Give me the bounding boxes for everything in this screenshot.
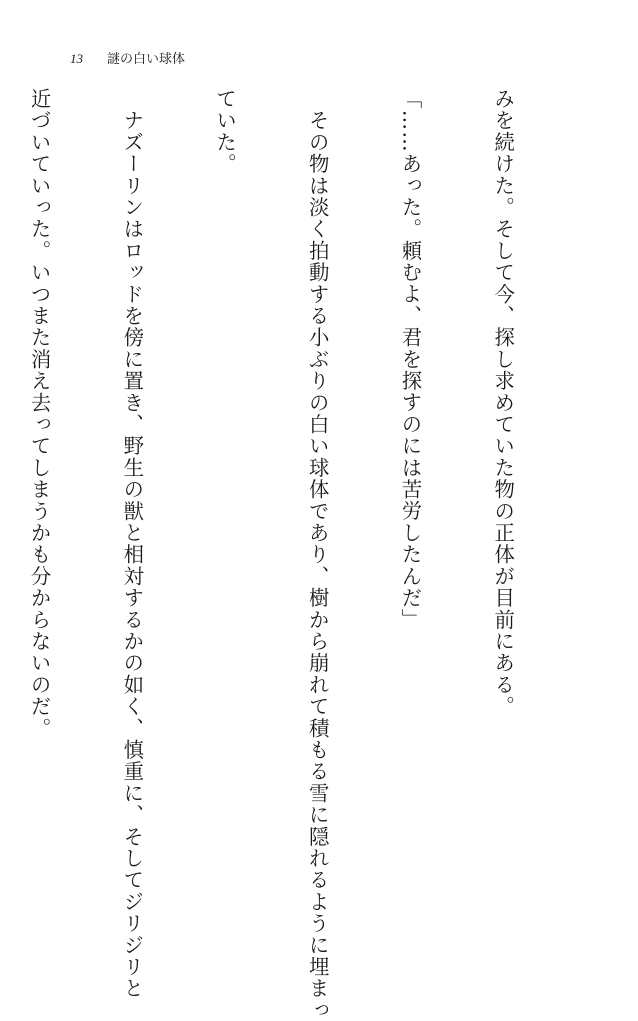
text-line: みを続けた。そして今、探し求めていた物の正体が目前にある。 [491, 88, 516, 718]
text-line: ナズーリンはロッドを傍に置き、野生の獣と相対するかの如く、慎重に、そしてジリジリと [120, 88, 145, 1000]
text-line: 「……あった。頼むよ、君を探すのには苦労したんだ」 [398, 88, 423, 631]
text-line: 近づいていった。いつまた消え去ってしまうかも分からないのだ。 [27, 88, 52, 739]
vertical-text-body [27, 88, 580, 1021]
page-number: 13 [70, 51, 83, 66]
text-line: ていた。 [213, 88, 238, 175]
running-header [70, 48, 185, 67]
text-line: その物は淡く拍動する小ぶりの白い球体であり、樹から崩れて積もる雪に隠れるように埋まっ [305, 88, 330, 1021]
chapter-title: 謎の白い球体 [107, 51, 186, 66]
